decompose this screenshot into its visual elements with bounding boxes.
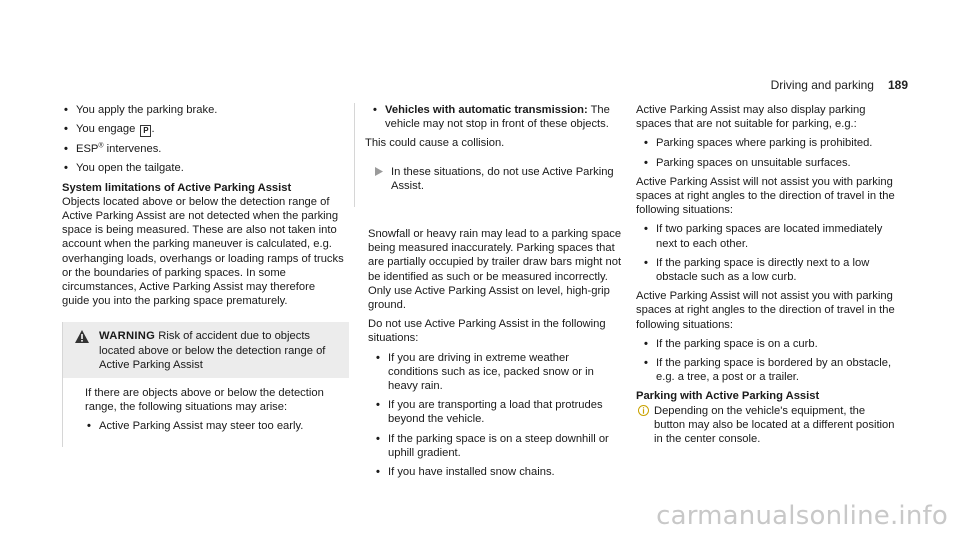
section-title: Driving and parking bbox=[770, 78, 874, 92]
body-paragraph: Active Parking Assist will not assist you with parking spaces at right angles to the direction of travel in the following situations: bbox=[636, 290, 895, 331]
body-paragraph: Objects located above or below the detection range of Active Parking Assist are not detected when the parking space is being measured. These are also not taken into account when the parking maneuver is calculated, e.g. overhanging loads, overhangs or loading ramps of trucks or the boundaries of parking spaces. In some circumstances, Active Parking Assist may therefore guide you into the parking space prematurely. bbox=[62, 195, 344, 308]
list-item: • Parking spaces where parking is prohibited. bbox=[642, 136, 898, 150]
page-number: 189 bbox=[887, 78, 908, 92]
list-item: • You apply the parking brake. bbox=[62, 103, 344, 117]
info-icon bbox=[638, 405, 649, 416]
warning-triangle-icon bbox=[75, 330, 89, 343]
list-item: • If the parking space is on a steep downhill or uphill gradient. bbox=[374, 432, 622, 460]
collision-text: This could cause a collision. bbox=[365, 137, 505, 150]
list-item: • If the parking space is bordered by an obstacle, e.g. a tree, a post or a trailer. bbox=[642, 356, 898, 384]
list-item: • ESP® intervenes. bbox=[62, 142, 344, 156]
instruction-step: In these situations, do not use Active Parking Assist. bbox=[365, 165, 616, 193]
column-3 bbox=[636, 103, 898, 446]
watermark: carmanualsonline.info bbox=[656, 500, 948, 531]
body-paragraph: Snowfall or heavy rain may lead to a parking space being measured inaccurately. Parking spaces that are partially occupied by trailer draw bars might not be identified as such or be measured incorrectly. Only use Active Parking Assist on level, high-grip ground. bbox=[368, 228, 622, 312]
list-item: • You engage P . bbox=[62, 122, 344, 137]
warning-label: WARNING bbox=[99, 330, 156, 343]
body-paragraph: Active Parking Assist may also display parking spaces that are not suitable for parking, e.g.: bbox=[636, 104, 866, 131]
section-heading: Parking with Active Parking Assist bbox=[636, 390, 820, 403]
list-item: • Active Parking Assist may steer too early. bbox=[85, 419, 341, 433]
column-2 bbox=[365, 103, 622, 484]
condition-list bbox=[62, 103, 344, 176]
body-paragraph: Do not use Active Parking Assist in the following situations: bbox=[368, 318, 606, 345]
warning-title: Risk of accident due to objects located above or below the detection range of Active Parking Assist bbox=[99, 330, 326, 371]
list-item: • If the parking space is directly next to a low obstacle such as a low curb. bbox=[642, 256, 898, 284]
list-item: • If two parking spaces are located immediately next to each other. bbox=[642, 222, 898, 250]
list-item: • If you are driving in extreme weather conditions such as ice, packed snow or in heavy rain. bbox=[374, 351, 622, 394]
section-heading: System limitations of Active Parking Assist bbox=[62, 181, 292, 194]
arrow-right-icon bbox=[375, 167, 383, 176]
column-1 bbox=[62, 103, 344, 447]
situation-list bbox=[368, 351, 622, 480]
list-item: • If you are transporting a load that protrudes beyond the vehicle. bbox=[374, 398, 622, 426]
list-item: • If you have installed snow chains. bbox=[374, 465, 622, 479]
warning-continuation bbox=[354, 103, 622, 207]
body-paragraph: Active Parking Assist will not assist you with parking spaces at right angles to the direction of travel in the following situations: bbox=[636, 175, 895, 217]
info-note: Depending on the vehicle's equipment, the button may also be located at a different position in the center console. bbox=[636, 404, 898, 447]
list-item: • You open the tailgate. bbox=[62, 161, 344, 175]
warning-box bbox=[62, 322, 349, 446]
warning-header bbox=[63, 322, 349, 378]
page-header bbox=[771, 78, 908, 92]
list-item: • Vehicles with automatic transmission: The vehicle may not stop in front of these objects. bbox=[371, 103, 616, 131]
list-item: • Parking spaces on unsuitable surfaces. bbox=[642, 156, 898, 170]
park-gear-key-icon: P bbox=[140, 125, 151, 137]
warning-body: If there are objects above or below the detection range, the following situations may arise: • Active Parking Assist may steer too early. bbox=[63, 378, 349, 447]
list-item: • If the parking space is on a curb. bbox=[642, 337, 898, 351]
